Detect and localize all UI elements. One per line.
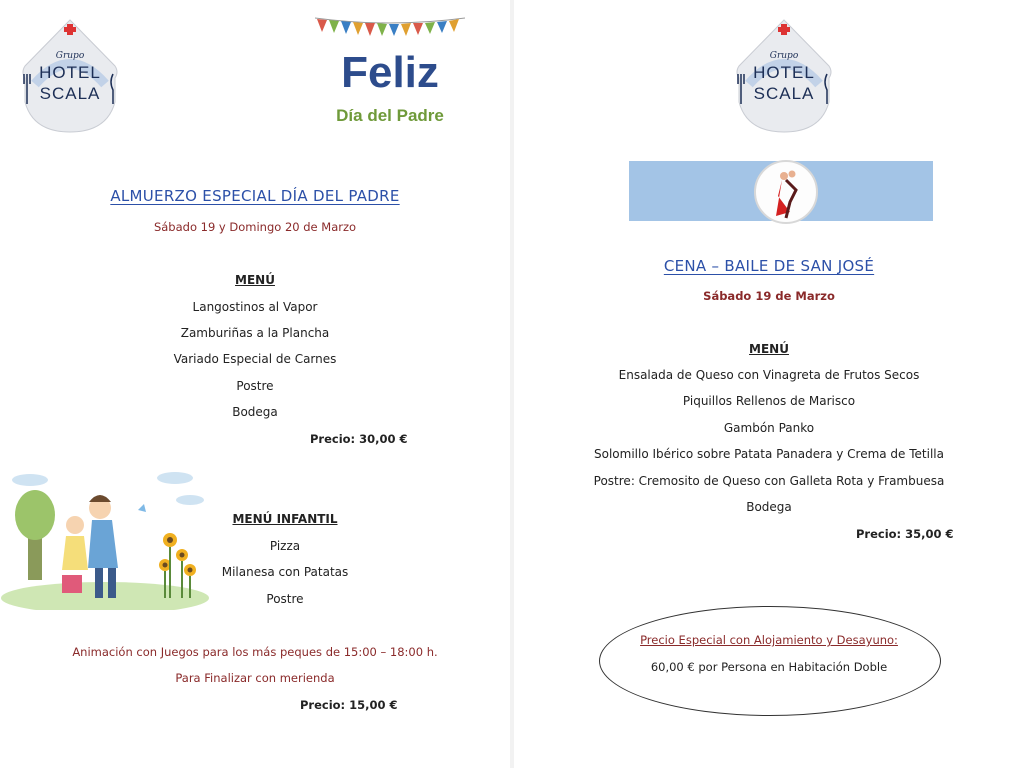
dinner-menu-item: Solomillo Ibérico sobre Patata Panadera y Crema de Tetilla xyxy=(594,447,944,461)
lunch-menu-item: Variado Especial de Carnes xyxy=(173,352,337,366)
dinner-menu-item: Bodega xyxy=(746,500,792,514)
dinner-date: Sábado 19 de Marzo xyxy=(703,289,835,303)
lunch-menu-item: Zamburiñas a la Plancha xyxy=(180,326,330,340)
feliz-word: Feliz xyxy=(341,48,439,97)
lunch-title: ALMUERZO ESPECIAL DÍA DEL PADRE xyxy=(110,187,400,205)
logo-scala: SCALA xyxy=(39,84,101,103)
dancing-couple-icon xyxy=(754,160,818,224)
lunch-menu-item: Bodega xyxy=(232,405,278,419)
dinner-menu-item: Gambón Panko xyxy=(723,421,815,435)
lunch-price: Precio: 30,00 € xyxy=(310,432,408,446)
hotel-scala-logo-right xyxy=(729,14,839,134)
dia-del-padre-word: Día del Padre xyxy=(336,106,444,125)
logo-hotel: HOTEL xyxy=(753,63,815,82)
lunch-date: Sábado 19 y Domingo 20 de Marzo xyxy=(153,220,357,234)
kids-menu-item: Milanesa con Patatas xyxy=(221,565,349,579)
dinner-menu-item: Postre: Cremosito de Queso con Galleta Rota y Frambuesa xyxy=(593,474,945,488)
kids-price: Precio: 15,00 € xyxy=(300,698,398,712)
kids-activity: Animación con Juegos para los más peques de 15:00 – 18:00 h. xyxy=(72,645,438,659)
dinner-price: Precio: 35,00 € xyxy=(856,527,954,541)
dinner-title: CENA – BAILE DE SAN JOSÉ xyxy=(663,257,875,275)
lunch-menu-item: Postre xyxy=(236,379,274,393)
kids-menu-item: Pizza xyxy=(269,539,301,553)
dinner-menu-item: Ensalada de Queso con Vinagreta de Frutos Secos xyxy=(618,368,920,382)
kids-merienda: Para Finalizar con merienda xyxy=(175,671,335,685)
dance-banner xyxy=(629,161,933,221)
lunch-menu-item: Langostinos al Vapor xyxy=(192,300,318,314)
special-offer-price: 60,00 € por Persona en Habitación Doble xyxy=(650,660,888,674)
dinner-menu-heading: MENÚ xyxy=(749,342,789,356)
kids-menu-heading: MENÚ INFANTIL xyxy=(232,512,338,526)
logo-grupo: Grupo xyxy=(55,51,85,61)
logo-grupo: Grupo xyxy=(769,51,799,61)
hotel-scala-logo-left xyxy=(15,14,125,134)
dinner-menu-item: Piquillos Rellenos de Marisco xyxy=(682,394,856,408)
logo-scala: SCALA xyxy=(753,84,815,103)
bunting-flags-icon xyxy=(315,14,465,44)
lunch-menu-heading: MENÚ xyxy=(235,273,275,287)
logo-hotel: HOTEL xyxy=(39,63,101,82)
feliz-dia-del-padre-graphic xyxy=(315,14,465,146)
kids-menu-item: Postre xyxy=(266,592,304,606)
special-offer-title: Precio Especial con Alojamiento y Desayuno: xyxy=(640,633,898,647)
